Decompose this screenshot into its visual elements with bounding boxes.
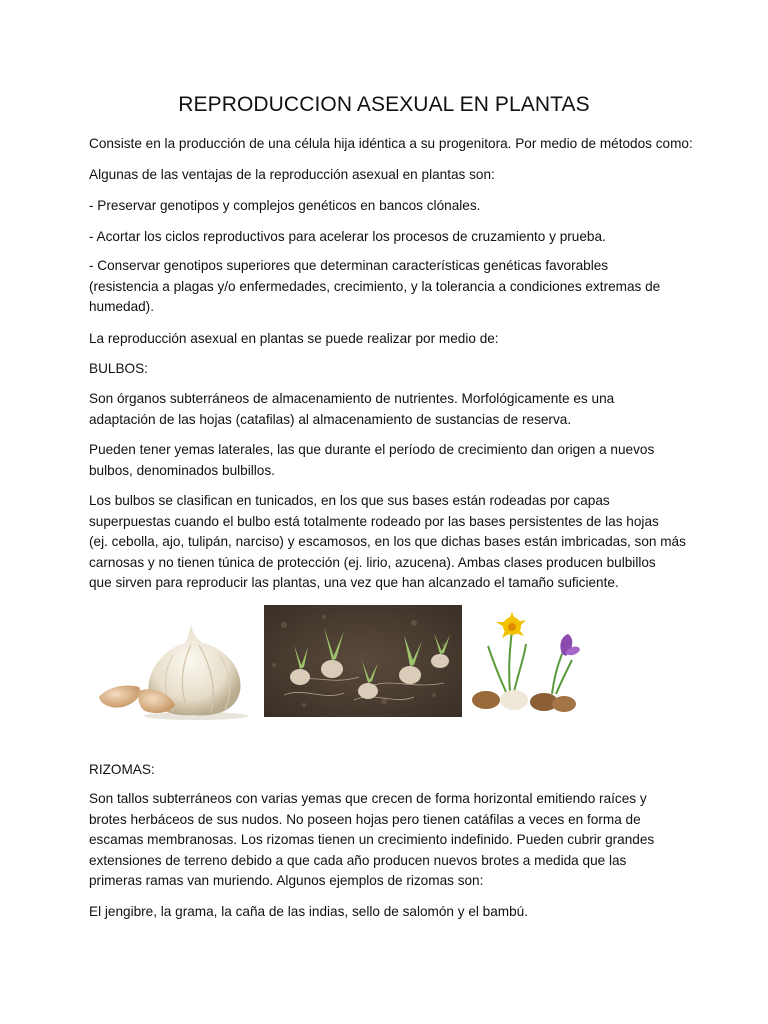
flowering-bulbs-image bbox=[466, 608, 586, 720]
text-line: humedad). bbox=[89, 299, 154, 314]
text-line: extensiones de terreno debido a que cada año producen nuevos brotes a medida que las bbox=[89, 852, 627, 868]
text-line: brotes herbáceos de sus nudos. No poseen hojas pero tienen catáfilas a veces en forma de bbox=[89, 811, 641, 827]
paragraph-rizomas-1 bbox=[89, 789, 709, 892]
paragraph-methods: La reproducción asexual en plantas se puede realizar por medio de: bbox=[89, 331, 499, 346]
text-line: superpuestas cuando el bulbo está totalmente rodeado por las bases persistentes de las hojas bbox=[89, 513, 659, 529]
list-item: - Preservar genotipos y complejos genéticos en bancos clónales. bbox=[89, 198, 481, 213]
text-line: (ej. cebolla, ajo, tulipán, narciso) y escamosos, en los que dichas bases están imbricadas, son más bbox=[89, 534, 686, 549]
paragraph-bulbos-3 bbox=[89, 491, 709, 594]
text-line: Son órganos subterráneos de almacenamiento de nutrientes. Morfológicamente es una bbox=[89, 391, 615, 406]
section-heading-bulbos: BULBOS: bbox=[89, 361, 148, 376]
text-line: primeras ramas van muriendo. Algunos ejemplos de rizomas son: bbox=[89, 873, 484, 888]
paragraph-bulbos-1 bbox=[89, 389, 709, 430]
text-line: carnosas y no tienen túnica de protección (ej. lirio, azucena). Ambas clases producen bulbillos bbox=[89, 554, 656, 570]
text-line: Pueden tener yemas laterales, las que durante el período de crecimiento dan origen a nuevos bbox=[89, 442, 655, 457]
garlic-image bbox=[93, 615, 258, 720]
text-line: bulbos, denominados bulbillos. bbox=[89, 462, 275, 478]
list-item bbox=[89, 256, 709, 318]
paragraph-intro: Consiste en la producción de una célula hija idéntica a su progenitora. Por medio de métodos como: bbox=[89, 136, 693, 151]
text-line: (resistencia a plagas y/o enfermedades, crecimiento, y la tolerancia a condiciones extremas de bbox=[89, 278, 661, 294]
text-line: adaptación de las hojas (catafilas) al almacenamiento de sustancias de reserva. bbox=[89, 411, 572, 427]
text-line: escamas membranosas. Los rizomas tienen un crecimiento indefinido. Pueden cubrir grandes bbox=[89, 832, 655, 847]
bulbs-in-soil-image bbox=[264, 605, 462, 717]
text-line: Son tallos subterráneos con varias yemas que crecen de forma horizontal emitiendo raíces y bbox=[89, 791, 647, 806]
paragraph-bulbos-2 bbox=[89, 440, 709, 481]
text-line: Los bulbos se clasifican en tunicados, en los que sus bases están rodeadas por capas bbox=[89, 493, 610, 508]
paragraph-rizomas-examples: El jengibre, la grama, la caña de las indias, sello de salomón y el bambú. bbox=[89, 904, 529, 919]
text-line: que sirven para reproducir las plantas, una vez que han alcanzado el tamaño suficiente. bbox=[89, 575, 619, 590]
list-item: - Acortar los ciclos reproductivos para acelerar los procesos de cruzamiento y prueba. bbox=[89, 229, 606, 244]
text-line: - Conservar genotipos superiores que determinan características genéticas favorables bbox=[89, 258, 609, 273]
paragraph-advantages: Algunas de las ventajas de la reproducción asexual en plantas son: bbox=[89, 167, 495, 182]
page-title: REPRODUCCION ASEXUAL EN PLANTAS bbox=[178, 93, 590, 116]
section-heading-rizomas: RIZOMAS: bbox=[89, 762, 155, 777]
